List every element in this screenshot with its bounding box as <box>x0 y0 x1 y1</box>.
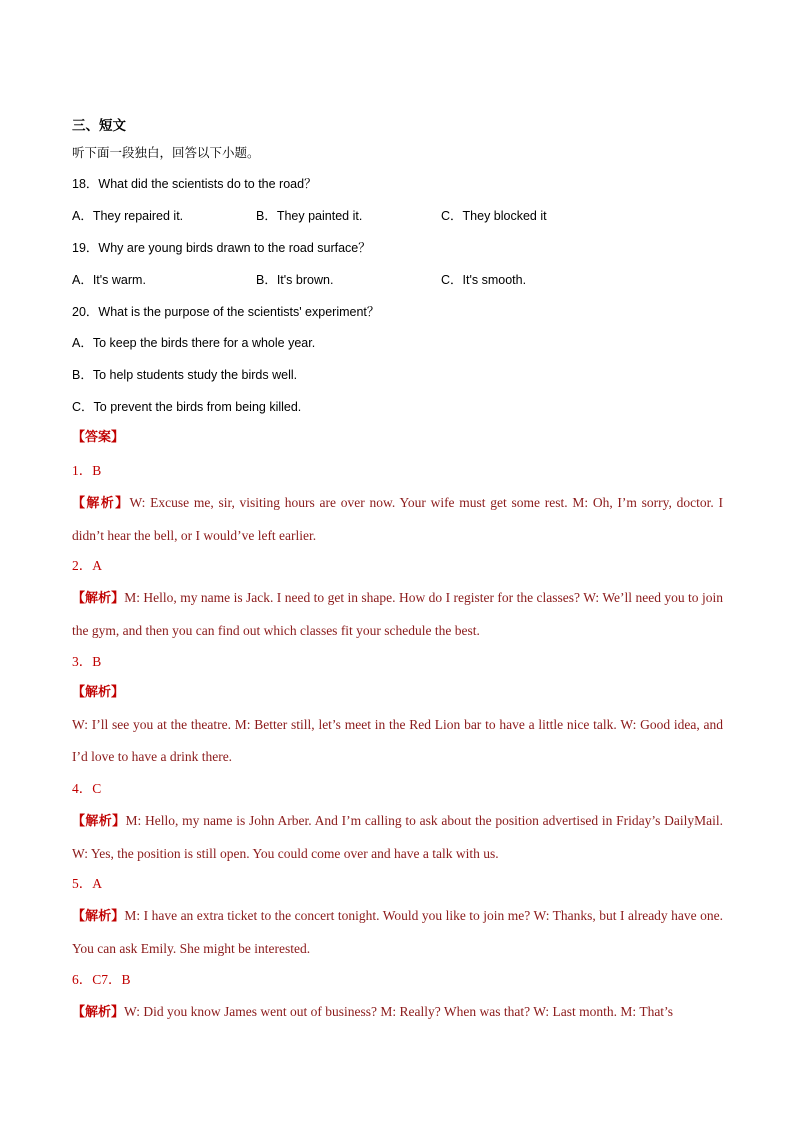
question-option: A．It's warm. <box>72 273 146 287</box>
answer-number: 2．A <box>72 558 102 573</box>
question-stem: 18．What did the scientists do to the road？ <box>72 177 317 191</box>
jiexi-tag: 【解析】 <box>72 909 125 924</box>
jiexi-tag: 【解析】 <box>72 591 125 606</box>
jiexi-tag: 【解析】 <box>72 685 125 700</box>
answer-number: 5．A <box>72 876 102 891</box>
answer-explanation <box>72 900 723 965</box>
jiexi-tag: 【解析】 <box>72 496 130 511</box>
section-title: 三、短文 <box>72 118 126 133</box>
explanation-text: W: Did you know James went out of business? M: Really? When was that? W: Last month. M: That’s <box>124 1004 674 1019</box>
jiexi-tag: 【解析】 <box>72 1005 125 1020</box>
answer-number: 3．B <box>72 654 102 669</box>
explanation-text: M: Hello, my name is John Arber. And I’m calling to ask about the position advertised in Friday’s DailyMail. W: Yes, the position is still open. You could come over and have a talk with us. <box>72 813 723 861</box>
question-option: B．To help students study the birds well. <box>72 368 298 382</box>
question-option: C．They blocked it <box>441 209 547 223</box>
explanation-text: M: Hello, my name is Jack. I need to get in shape. How do I register for the classes? W: We’ll need you to join the gym, and then you can find out which classes fit your schedule the best. <box>72 590 723 638</box>
question-stem: 19．Why are young birds drawn to the road surface？ <box>72 241 371 255</box>
question-option: B．They painted it. <box>256 209 363 223</box>
explanation-text: W: Excuse me, sir, visiting hours are over now. Your wife must get some rest. M: Oh, I’m sorry, doctor. I didn’t hear the bell, or I would’ve left earlier. <box>72 495 723 543</box>
answer-header: 【答案】 <box>72 430 125 445</box>
explanation-text: W: I’ll see you at the theatre. M: Better still, let’s meet in the Red Lion bar to have a little nice talk. W: Good idea, and I’d love to have a drink there. <box>72 717 723 764</box>
section-instruction: 听下面一段独白，回答以下小题。 <box>72 146 260 160</box>
jiexi-tag: 【解析】 <box>72 814 126 829</box>
answer-explanation <box>72 582 723 647</box>
question-option: A．To keep the birds there for a whole year. <box>72 336 316 350</box>
answer-explanation <box>72 805 723 870</box>
question-option: A．They repaired it. <box>72 209 184 223</box>
question-stem: 20．What is the purpose of the scientists' experiment？ <box>72 305 380 319</box>
question-option: C．It's smooth. <box>441 273 527 287</box>
answer-explanation <box>72 996 723 1029</box>
answer-number: 1．B <box>72 463 102 478</box>
question-option: C．To prevent the birds from being killed. <box>72 400 302 414</box>
question-option: B．It's brown. <box>256 273 334 287</box>
explanation-text: M: I have an extra ticket to the concert tonight. Would you like to join me? W: Thanks, but I already have one. You can ask Emily. She might be interested. <box>72 908 723 956</box>
answer-number: 6．C7．B <box>72 972 131 987</box>
answer-explanation <box>72 487 723 552</box>
answer-number: 4．C <box>72 781 102 796</box>
